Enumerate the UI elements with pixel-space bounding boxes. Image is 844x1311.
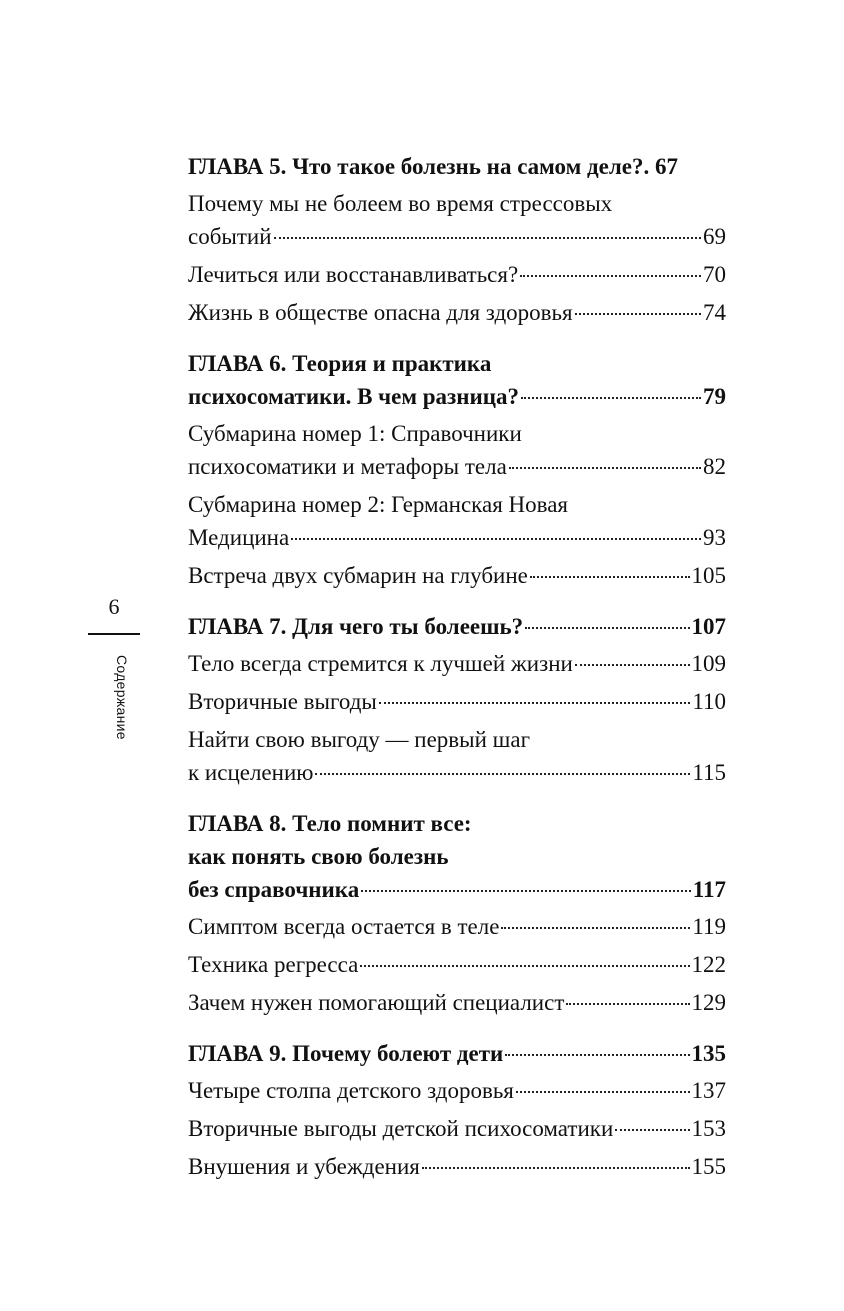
entry-page-number: 153 — [691, 1116, 726, 1141]
dot-leader — [509, 467, 701, 469]
toc-entry — [188, 1112, 726, 1145]
dot-leader — [501, 927, 690, 929]
entry-page-number: 74 — [703, 300, 726, 325]
entry-title-text: Внушения и убеждения — [188, 1154, 420, 1179]
chapter-page-number: 135 — [691, 1041, 726, 1066]
chapter-heading-line — [188, 610, 726, 643]
toc-entry-line — [188, 521, 726, 554]
chapter-block — [188, 150, 726, 329]
toc-entry-line — [188, 258, 726, 291]
toc-entry — [188, 910, 726, 943]
dot-leader — [566, 1003, 689, 1005]
entry-title-text: Найти свою выгоду — первый шаг — [188, 727, 531, 752]
chapter-title-text: психосоматики. В чем разница? — [188, 384, 520, 409]
chapter-title-text: ГЛАВА 6. Теория и практика — [188, 351, 492, 376]
dot-leader — [575, 664, 690, 666]
toc-entry-line — [188, 910, 726, 943]
toc-entry — [188, 258, 726, 291]
entry-title-text: Тело всегда стремится к лучшей жизни — [188, 651, 573, 676]
toc-entry-line — [188, 1150, 726, 1183]
entry-title-text: Субмарина номер 2: Германская Новая — [188, 492, 568, 517]
entry-page-number: 122 — [691, 952, 726, 977]
toc-entry — [188, 948, 726, 981]
toc-entry-line — [188, 417, 726, 450]
chapter-page-number: . 67 — [643, 154, 678, 179]
entry-title-text: Почему мы не болеем во время стрессовых — [188, 191, 613, 216]
chapter-heading — [188, 610, 726, 643]
entry-page-number: 155 — [691, 1154, 726, 1179]
toc-entry — [188, 647, 726, 680]
chapter-heading — [188, 1037, 726, 1070]
dot-leader — [516, 1091, 690, 1093]
toc-entry-line — [188, 1074, 726, 1107]
chapter-heading-line — [188, 150, 726, 183]
entry-page-number: 119 — [692, 914, 726, 939]
entry-title-text: Медицина — [188, 525, 290, 550]
table-of-contents — [188, 150, 726, 1201]
dot-leader — [521, 397, 701, 399]
chapter-block — [188, 807, 726, 1019]
chapter-block — [188, 347, 726, 592]
chapter-block — [188, 1037, 726, 1183]
toc-entry-line — [188, 948, 726, 981]
entry-title-text: Субмарина номер 1: Справочники — [188, 421, 522, 446]
dot-leader — [361, 890, 691, 892]
chapter-page-number: 117 — [692, 877, 726, 902]
entry-page-number: 129 — [691, 990, 726, 1015]
entry-title-text: психосоматики и метафоры тела — [188, 454, 507, 479]
toc-entry — [188, 723, 726, 789]
entry-title-text: Встреча двух субмарин на глубине — [188, 563, 528, 588]
entry-title-text: событий — [188, 224, 272, 249]
dot-leader — [422, 1167, 690, 1169]
chapter-title-text: ГЛАВА 9. Почему болеют дети — [188, 1041, 504, 1066]
entry-title-text: Техника регресса — [188, 952, 359, 977]
toc-entry-line — [188, 450, 726, 483]
entry-page-number: 105 — [691, 563, 726, 588]
toc-entry — [188, 685, 726, 718]
chapter-title-text: как понять свою болезнь — [188, 844, 449, 869]
chapter-heading-line — [188, 347, 726, 380]
chapter-title-text: ГЛАВА 5. Что такое болезнь на самом деле? — [188, 154, 644, 179]
chapter-title-text: без справочника — [188, 877, 360, 902]
dot-leader — [379, 702, 690, 704]
entry-title-text: Зачем нужен помогающий специалист — [188, 990, 565, 1015]
entry-title-text: Вторичные выгоды детской психосоматики — [188, 1116, 614, 1141]
toc-entry-line — [188, 756, 726, 789]
toc-entry-line — [188, 296, 726, 329]
sidebar-divider — [88, 633, 140, 635]
dot-leader — [615, 1129, 689, 1131]
toc-entry — [188, 986, 726, 1019]
chapter-heading-line — [188, 840, 726, 873]
dot-leader — [505, 1054, 689, 1056]
toc-entry — [188, 1074, 726, 1107]
dot-leader — [274, 237, 701, 239]
chapter-heading — [188, 150, 726, 183]
toc-entry-line — [188, 986, 726, 1019]
chapter-title-text: ГЛАВА 7. Для чего ты болеешь? — [188, 614, 524, 639]
entry-title-text: Жизнь в обществе опасна для здоровья — [188, 300, 573, 325]
chapter-block — [188, 610, 726, 789]
entry-page-number: 82 — [703, 454, 726, 479]
toc-entry — [188, 296, 726, 329]
dot-leader — [530, 576, 690, 578]
toc-entry-line — [188, 559, 726, 592]
entry-page-number: 109 — [691, 651, 726, 676]
entry-page-number: 137 — [691, 1078, 726, 1103]
chapter-heading — [188, 807, 726, 906]
toc-entry — [188, 488, 726, 554]
entry-title-text: Лечиться или восстанавливаться? — [188, 262, 519, 287]
entry-page-number: 69 — [703, 224, 726, 249]
chapter-page-number: 107 — [691, 614, 726, 639]
toc-entry-line — [188, 1112, 726, 1145]
chapter-heading-line — [188, 807, 726, 840]
dot-leader — [575, 313, 701, 315]
dot-leader — [520, 275, 701, 277]
dot-leader — [525, 627, 689, 629]
toc-entry — [188, 417, 726, 483]
dot-leader — [291, 538, 701, 540]
entry-title-text: к исцелению — [188, 760, 314, 785]
toc-entry — [188, 559, 726, 592]
chapter-heading-line — [188, 1037, 726, 1070]
entry-page-number: 115 — [692, 760, 726, 785]
dot-leader — [315, 773, 690, 775]
entry-page-number: 110 — [692, 689, 726, 714]
toc-entry-line — [188, 647, 726, 680]
toc-entry-line — [188, 220, 726, 253]
toc-entry — [188, 1150, 726, 1183]
dot-leader — [360, 965, 689, 967]
toc-entry-line — [188, 685, 726, 718]
toc-entry-line — [188, 723, 726, 756]
chapter-page-number: 79 — [703, 384, 726, 409]
entry-title-text: Вторичные выгоды — [188, 689, 377, 714]
entry-title-text: Четыре столпа детского здоровья — [188, 1078, 514, 1103]
entry-title-text: Симптом всегда остается в теле — [188, 914, 500, 939]
entry-page-number: 93 — [703, 525, 726, 550]
running-section-label: Содержание — [114, 655, 130, 740]
chapter-title-text: ГЛАВА 8. Тело помнит все: — [188, 811, 472, 836]
entry-page-number: 70 — [703, 262, 726, 287]
chapter-heading-line — [188, 380, 726, 413]
chapter-heading-line — [188, 873, 726, 906]
page-number: 6 — [108, 594, 120, 619]
toc-entry-line — [188, 187, 726, 220]
toc-entry — [188, 187, 726, 253]
toc-entry-line — [188, 488, 726, 521]
chapter-heading — [188, 347, 726, 413]
